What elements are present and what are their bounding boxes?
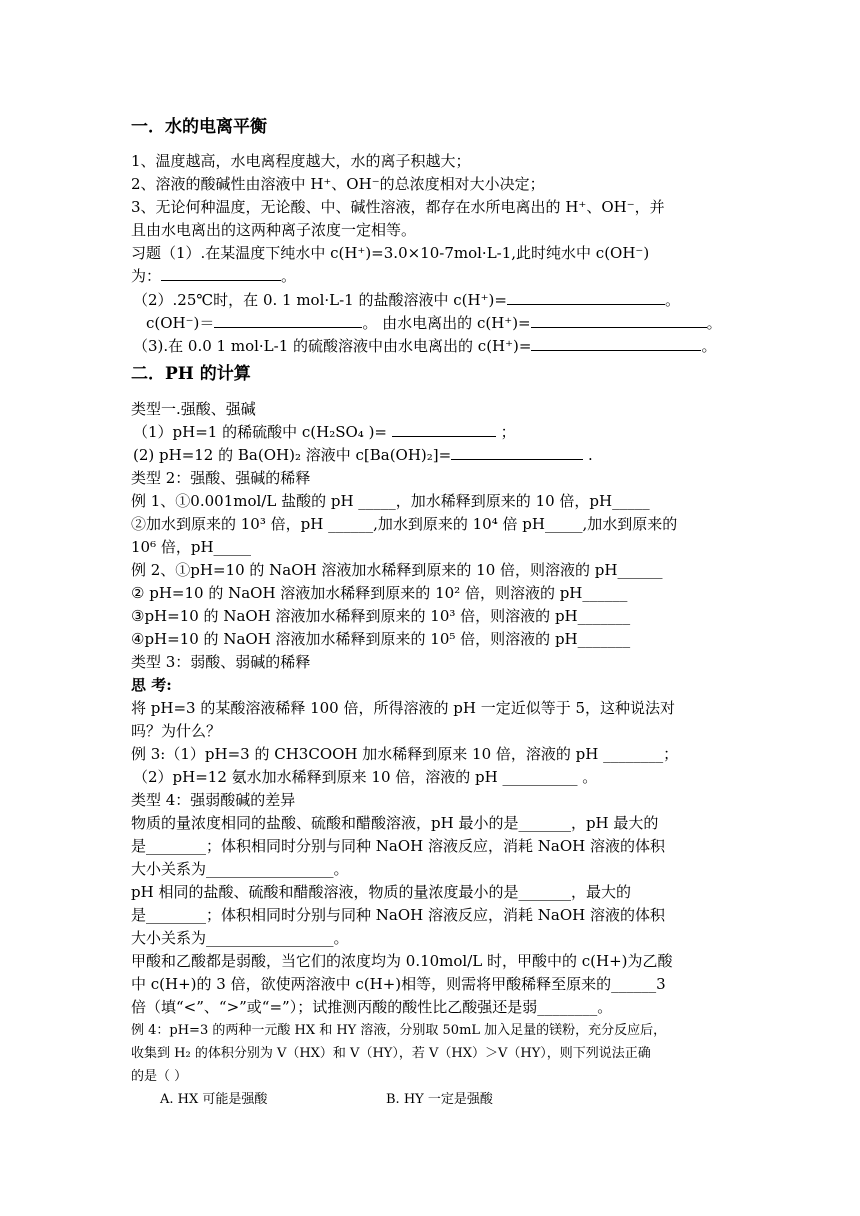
example-line: 收集到 H₂ 的体积分别为 V（HX）和 V（HY），若 V（HX）＞V（HY），则下列说法正确: [131, 1046, 651, 1061]
type-heading: 类型 4：强弱酸碱的差异: [131, 791, 296, 809]
paragraph: 中 c(H+)的 3 倍，欲使两溶液中 c(H+)相等，则需将甲酸稀释至原来的______3: [131, 975, 666, 993]
think-heading: 思 考:: [131, 676, 172, 694]
exercise-text: （3).在 0.0 1 mol·L-1 的硫酸溶液中由水电离出的 c(H⁺)=: [133, 337, 532, 355]
example-line: 例 4：pH=3 的两种一元酸 HX 和 HY 溶液，分别取 50mL 加入足量的镁粉，充分反应后，: [131, 1023, 667, 1038]
example-line: 10⁶ 倍，pH_____: [131, 538, 252, 556]
exercise-line: [131, 265, 296, 287]
exercise-text: (2) pH=12 的 Ba(OH)₂ 溶液中 c[Ba(OH)₂]=: [133, 446, 452, 464]
exercise-line: [133, 421, 516, 443]
example-line: 例 1、①0.001mol/L 盐酸的 pH _____，加水稀释到原来的 10 倍，pH_____: [131, 492, 650, 510]
paragraph: 2、溶液的酸碱性由溶液中 H⁺、OH⁻的总浓度相对大小决定；: [131, 175, 545, 193]
type-heading: 类型 2：强酸、强碱的稀释: [131, 469, 311, 487]
paragraph: 1、温度越高，水电离程度越大，水的离子积越大；: [131, 152, 471, 170]
example-line: ③pH=10 的 NaOH 溶液加水稀释到原来的 10³ 倍，则溶液的 pH_______: [131, 607, 631, 625]
option-a: A. HX 可能是强酸: [160, 1092, 268, 1107]
paragraph: 大小关系为_________________。: [131, 860, 349, 878]
example-line: 例 2、①pH=10 的 NaOH 溶液加水稀释到原来的 10 倍，则溶液的 pH______: [131, 561, 663, 579]
exercise-text: （1）pH=1 的稀硫酸中 c(H₂SO₄ )=: [133, 423, 387, 441]
exercise-text: 为：: [131, 267, 162, 285]
example-line: ② pH=10 的 NaOH 溶液加水稀释到原来的 10² 倍，则溶液的 pH______: [131, 584, 628, 602]
exercise-text: 。: [281, 267, 297, 285]
paragraph: 倍（填“<”、“>”或“=”）；试推测丙酸的酸性比乙酸强还是弱________。: [131, 998, 613, 1016]
paragraph: 将 pH=3 的某酸溶液稀释 100 倍，所得溶液的 pH 一定近似等于 5，这种说法对: [131, 699, 676, 717]
paragraph: 大小关系为_________________。: [131, 929, 349, 947]
answer-blank[interactable]: [507, 290, 665, 305]
exercise-text: （2）.25℃时，在 0. 1 mol·L-1 的盐酸溶液中 c(H⁺)=: [133, 291, 507, 309]
answer-blank[interactable]: [392, 422, 496, 437]
option-b: B. HY 一定是强酸: [386, 1092, 493, 1107]
paragraph: 是________；体积相同时分别与同种 NaOH 溶液反应，消耗 NaOH 溶液的体积: [131, 906, 665, 924]
exercise-line: [133, 289, 680, 311]
exercise-text: 。: [706, 314, 722, 332]
example-line: 例 3:（1）pH=3 的 CH3COOH 加水稀释到原来 10 倍，溶液的 pH ________；: [131, 745, 679, 763]
exercise-line: [133, 444, 593, 466]
example-line: ④pH=10 的 NaOH 溶液加水稀释到原来的 10⁵ 倍，则溶液的 pH_______: [131, 630, 631, 648]
answer-blank[interactable]: [451, 445, 583, 460]
paragraph: 吗？为什么？: [131, 722, 222, 740]
answer-blank[interactable]: [531, 336, 701, 351]
exercise-text: .: [588, 446, 593, 464]
paragraph: 是________；体积相同时分别与同种 NaOH 溶液反应，消耗 NaOH 溶液的体积: [131, 837, 665, 855]
paragraph: pH 相同的盐酸、硫酸和醋酸溶液，物质的量浓度最小的是_______，最大的: [131, 883, 631, 901]
paragraph: 物质的量浓度相同的盐酸、硫酸和醋酸溶液，pH 最小的是_______，pH 最大的: [131, 814, 659, 832]
example-line: 的是（ ）: [131, 1069, 188, 1084]
section-1-heading: 一．水的电离平衡: [131, 117, 267, 137]
answer-blank[interactable]: [214, 313, 362, 328]
exercise-text: ；: [500, 423, 516, 441]
exercise-line: [133, 335, 716, 357]
exercise-text: c(OH⁻)＝: [146, 314, 215, 332]
exercise-line: [146, 312, 722, 334]
exercise-text: 。 由水电离出的 c(H⁺)=: [362, 314, 531, 332]
paragraph: 甲酸和乙酸都是弱酸，当它们的浓度均为 0.10mol/L 时，甲酸中的 c(H+)为乙酸: [131, 952, 673, 970]
type-heading: 类型一.强酸、强碱: [131, 400, 256, 418]
exercise-text: 。: [701, 337, 717, 355]
answer-blank[interactable]: [161, 266, 281, 281]
example-line: （2）pH=12 氨水加水稀释到原来 10 倍，溶液的 pH __________ 。: [133, 768, 598, 786]
exercise-text: 。: [664, 291, 680, 309]
type-heading: 类型 3：弱酸、弱碱的稀释: [131, 653, 311, 671]
paragraph: 且由水电离出的这两种离子浓度一定相等。: [131, 221, 417, 239]
section-2-heading: 二．PH 的计算: [131, 364, 251, 384]
answer-blank[interactable]: [531, 313, 707, 328]
example-line: ②加水到原来的 10³ 倍，pH ______,加水到原来的 10⁴ 倍 pH_____,加水到原来的: [131, 515, 678, 533]
exercise-line: 习题（1）.在某温度下纯水中 c(H⁺)=3.0×10-7mol·L-1,此时纯水中 c(OH⁻): [131, 244, 650, 262]
paragraph: 3、无论何种温度，无论酸、中、碱性溶液，都存在水所电离出的 H⁺、OH⁻，并: [131, 198, 665, 216]
